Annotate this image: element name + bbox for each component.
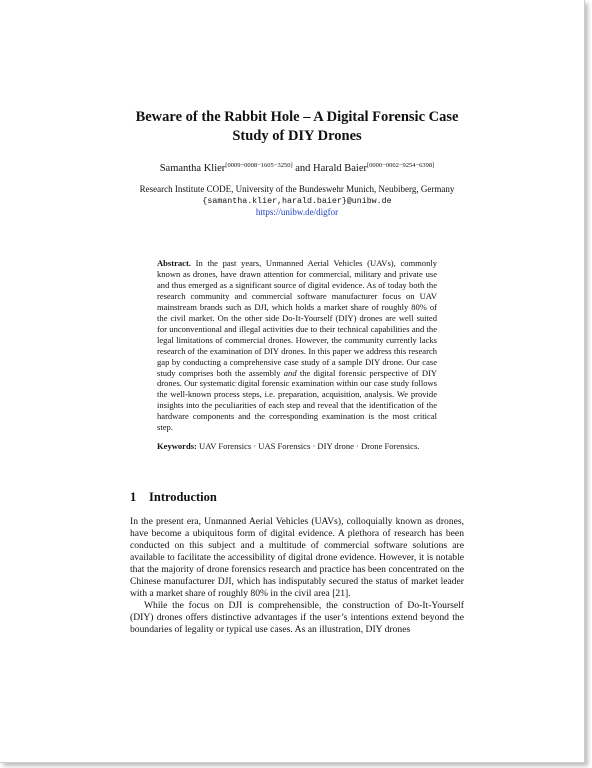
author-name: Harald Baier <box>313 163 367 174</box>
paper-title: Beware of the Rabbit Hole – A Digital Forensic Case Study of DIY Drones <box>135 109 459 144</box>
section-number: 1 <box>130 490 137 504</box>
abstract-block <box>157 258 437 452</box>
author-list <box>100 162 494 175</box>
intro-body <box>130 516 464 636</box>
abstract-text: the digital forensic perspective of DIY drones. Our systematic digital forensic examination within our case study follows the well-known process steps, i.e. preparation, acquisition, analysis. We provide insights into the peculiarities of each step and reveal that the identification of the hardware components and the corresponding examination is the most critical step. <box>157 367 438 433</box>
author-emails: {samantha.klier,harald.baier}@unibw.de <box>202 196 392 206</box>
author-separator: and <box>292 163 314 174</box>
abstract-emphasis: and <box>283 367 297 378</box>
affiliation-block <box>130 184 464 219</box>
group-url-link[interactable]: https://unibw.de/digfor <box>255 207 339 217</box>
author-name: Samantha Klier <box>159 163 226 174</box>
section-heading <box>130 490 217 505</box>
keywords-paragraph <box>157 441 437 452</box>
author-orcid: [0009−0008−1605−3250] <box>225 162 293 169</box>
intro-paragraph: While the focus on DJI is comprehensible, the construction of Do-It-Yourself (DIY) drones offers distinctive advantages if the user’s intentions extend beyond the boundaries of legality or typical use cases. As an illustration, DIY drones <box>130 600 464 636</box>
intro-paragraph: In the present era, Unmanned Aerial Vehicles (UAVs), colloquially known as drones, have become a ubiquitous form of digital evidence. A plethora of research has been conducted on this subject and a multitude of commercial software solutions are available to facilitate the accessibility of digital drone evidence. However, it is notable that the majority of drone forensics research and practice has been concentrated on the Chinese manufacturer DJI, which has indisputably secured the status of market leader with a market share of roughly 80% in the civil area [21]. <box>130 516 464 600</box>
abstract-label: Abstract. <box>157 258 191 268</box>
keywords-label: Keywords: <box>157 441 197 452</box>
affiliation: Research Institute CODE, University of the Bundeswehr Munich, Neubiberg, Germany <box>139 184 455 194</box>
section-title: Introduction <box>149 490 217 504</box>
keywords-text: UAV Forensics · UAS Forensics · DIY drone · Drone Forensics. <box>199 441 420 452</box>
author-orcid: [0000−0002−9254−6398] <box>366 162 435 169</box>
abstract-text: In the past years, Unmanned Aerial Vehicles (UAVs), commonly known as drones, have drawn attention for commercial, military and private use and thus emerged as a significant source of digital evidence. As of today both the research community and commercial software manufacturer focus on UAV mainstream brands such as DJI, which holds a market share of roughly 80% of the civil market. On the other side Do-It-Yourself (DIY) drones are well suited for unconventional and illegal activities due to their technical capabilities and the legal limitations of commercial drones. However, the community currently lacks research of the examination of DIY drones. In this paper we address this research gap by conducting a comprehensive case study of a sample DIY drone. Our case study comprises both the assembly <box>157 258 438 378</box>
abstract-paragraph <box>157 258 437 433</box>
